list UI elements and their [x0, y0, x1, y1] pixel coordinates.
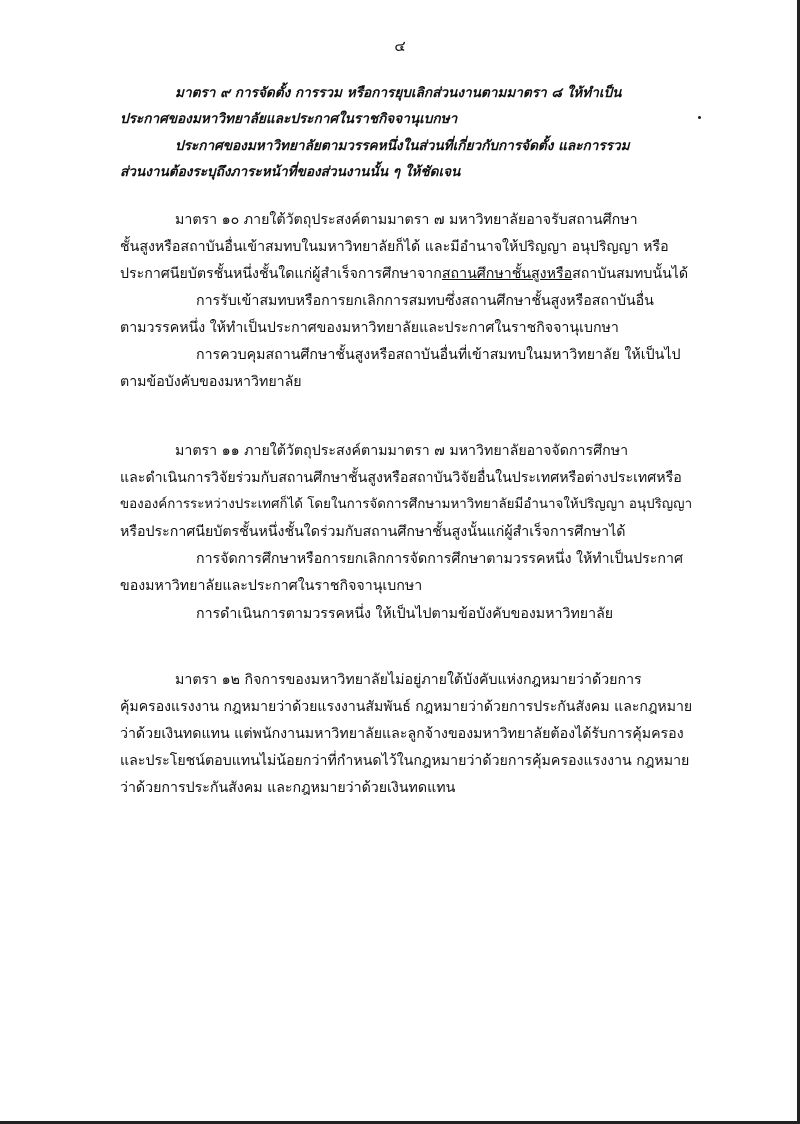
section-10-line-3 — [120, 264, 688, 284]
section-10-line-1: มาตรา ๑๐ ภายใต้วัตถุประสงค์ตามมาตรา ๗ มหาวิทยาลัยอาจรับสถานศึกษา — [175, 212, 638, 228]
section-10-p3-line-1: การควบคุมสถานศึกษาชั้นสูงหรือสถาบันอื่นที่เข้าสมทบในมหาวิทยาลัย ให้เป็นไป — [196, 347, 681, 363]
struck-line-4: ส่วนงานต้องระบุถึงภาระหน้าที่ของส่วนงานนั้น ๆ ให้ชัดเจน — [120, 164, 461, 180]
section-10-p2-line-1: การรับเข้าสมทบหรือการยกเลิกการสมทบซึ่งสถานศึกษาชั้นสูงหรือสถาบันอื่น — [196, 293, 654, 309]
section-11-p2-line-2: ของมหาวิทยาลัยและประกาศในราชกิจจานุเบกษา — [120, 578, 423, 594]
section-11-line-2: และดำเนินการวิจัยร่วมกับสถานศึกษาชั้นสูงหรือสถาบันวิจัยอื่นในประเทศหรือต่างประเทศหรือ — [120, 470, 682, 486]
section-10-line-3-c: สถาบันสมทบนั้นได้ — [572, 266, 689, 282]
section-10-line-3-a: ประกาศนียบัตรชั้นหนึ่งชั้นใดแก่ผู้สำเร็จการศึกษาจาก — [120, 266, 442, 282]
section-11-p3-line-1: การดำเนินการตามวรรคหนึ่ง ให้เป็นไปตามข้อบังคับของมหาวิทยาลัย — [196, 606, 614, 622]
section-11-line-1: มาตรา ๑๑ ภายใต้วัตถุประสงค์ตามมาตรา ๗ มหาวิทยาลัยอาจจัดการศึกษา — [175, 443, 629, 459]
section-10-p3-line-2: ตามข้อบังคับของมหาวิทยาลัย — [120, 374, 302, 390]
section-12-line-4: และประโยชน์ตอบแทนไม่น้อยกว่าที่กำหนดไว้ในกฎหมายว่าด้วยการคุ้มครองแรงงาน กฎหมาย — [120, 753, 690, 769]
section-11-line-3: ขององค์การระหว่างประเทศก็ได้ โดยในการจัดการศึกษามหาวิทยาลัยมีอำนาจให้ปริญญา อนุปริญญา — [120, 497, 693, 512]
section-12-line-2: คุ้มครองแรงงาน กฎหมายว่าด้วยแรงงานสัมพันธ์ กฎหมายว่าด้วยการประกันสังคม และกฎหมาย — [120, 699, 693, 715]
struck-line-1: มาตรา ๙ การจัดตั้ง การรวม หรือการยุบเลิกส่วนงานตามมาตรา ๘ ให้ทำเป็น — [175, 85, 622, 101]
section-11-line-4: หรือประกาศนียบัตรชั้นหนึ่งชั้นใดร่วมกับสถานศึกษาชั้นสูงนั้นแก่ผู้สำเร็จการศึกษาได้ — [120, 524, 626, 540]
scan-speck — [698, 116, 701, 119]
section-12-line-1: มาตรา ๑๒ กิจการของมหาวิทยาลัยไม่อยู่ภายใต้บังคับแห่งกฎหมายว่าด้วยการ — [175, 672, 642, 688]
section-10-line-2: ชั้นสูงหรือสถาบันอื่นเข้าสมทบในมหาวิทยาลัยก็ได้ และมีอำนาจให้ปริญญา อนุปริญญา หรือ — [120, 239, 669, 255]
section-10-underlined-phrase: สถานศึกษาชั้นสูงหรือ — [441, 266, 573, 282]
page-number: ๔ — [394, 37, 406, 55]
section-12-line-3: ว่าด้วยเงินทดแทน แต่พนักงานมหาวิทยาลัยและลูกจ้างของมหาวิทยาลัยต้องได้รับการคุ้มครอง — [120, 726, 684, 742]
section-12-line-5: ว่าด้วยการประกันสังคม และกฎหมายว่าด้วยเงินทดแทน — [120, 780, 456, 796]
section-10-p2-line-2: ตามวรรคหนึ่ง ให้ทำเป็นประกาศของมหาวิทยาลัยและประกาศในราชกิจจานุเบกษา — [120, 320, 619, 336]
struck-line-3: ประกาศของมหาวิทยาลัยตามวรรคหนึ่งในส่วนที่เกี่ยวกับการจัดตั้ง และการรวม — [175, 138, 630, 154]
struck-line-2: ประกาศของมหาวิทยาลัยและประกาศในราชกิจจานุเบกษา — [120, 111, 458, 127]
section-11-p2-line-1: การจัดการศึกษาหรือการยกเลิกการจัดการศึกษาตามวรรคหนึ่ง ให้ทำเป็นประกาศ — [196, 551, 683, 567]
